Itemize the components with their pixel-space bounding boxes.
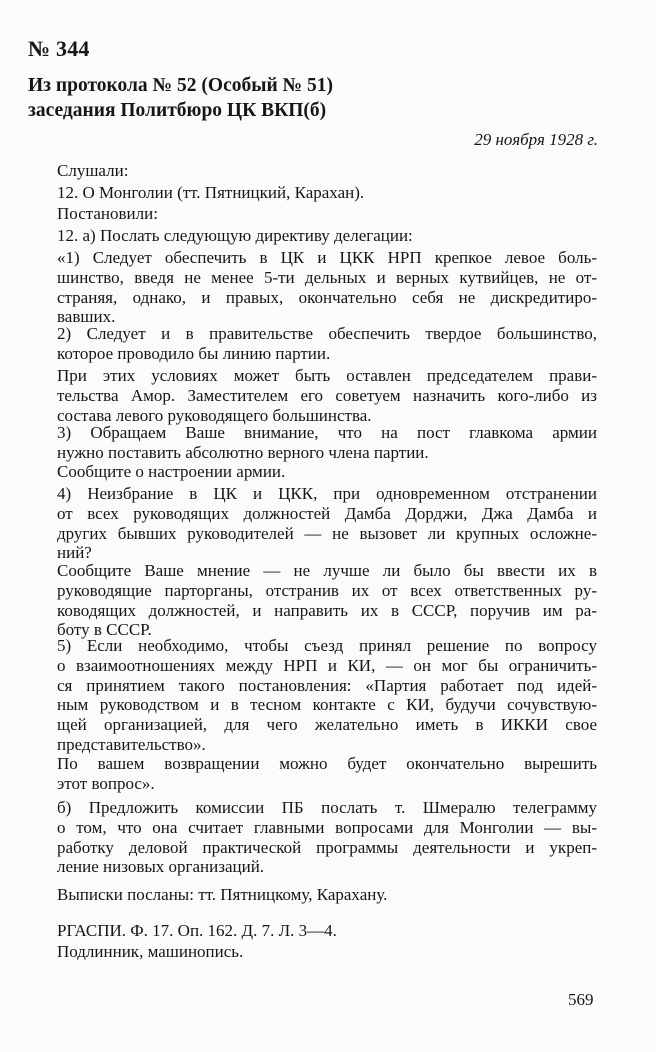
paragraph-line: о взаимоотношениях между НРП и КИ, — он мог бы ограничить- (57, 655, 597, 675)
page-number: 569 (568, 990, 594, 1009)
paragraph-line: Выписки посланы: тт. Пятницкому, Карахану. (57, 885, 388, 904)
paragraph-6 (57, 484, 597, 563)
paragraph-line: состава левого руководящего большинства. (57, 405, 372, 425)
archive-reference (57, 920, 337, 962)
agenda-item: 12. О Монголии (тт. Пятницкий, Карахан). (57, 182, 365, 202)
paragraph-line: вавших. (57, 307, 116, 327)
paragraph-line: страняя, однако, и правых, окончательно себя не дискредитиро- (57, 287, 597, 307)
paragraph-line: б) Предложить комиссии ПБ послать т. Шмералю телеграмму (57, 798, 597, 817)
paragraph-3 (57, 366, 597, 425)
title-line: заседания Политбюро ЦК ВКП(б) (28, 100, 327, 121)
paragraph-line: от всех руководящих должностей Дамба Дорджи, Джа Дамба и (57, 503, 597, 523)
decided-label: Постановили: (57, 204, 158, 223)
heard-label: Слушали: (57, 161, 129, 180)
archive-note-line: Подлинник, машинопись. (57, 942, 244, 961)
paragraph-line: работку деловой практической программы деятельности и укреп- (57, 837, 597, 857)
directive-line: 12. а) Послать следующую директиву делегации: (57, 225, 413, 245)
paragraph-8 (57, 636, 597, 755)
paragraph-5 (57, 462, 597, 482)
paragraph-line: Сообщите Ваше мнение — не лучше ли было бы ввести их в (57, 561, 597, 580)
title-line: Из протокола № 52 (Особый № 51) (28, 75, 334, 96)
paragraph-9 (57, 754, 597, 794)
paragraph-line: о том, что она считает главными вопросами для Монголии — вы- (57, 817, 597, 837)
paragraph-line: По вашем возвращении можно будет окончательно вырешить (57, 754, 597, 773)
paragraph-line: боту в СССР. (57, 620, 152, 640)
archive-ref-line: РГАСПИ. Ф. 17. Оп. 162. Д. 7. Л. 3—4. (57, 921, 337, 940)
paragraph-line: «1) Следует обеспечить в ЦК и ЦКК НРП крепкое левое боль- (57, 248, 597, 267)
paragraph-line: нужно поставить абсолютно верного члена партии. (57, 442, 429, 462)
paragraph-7 (57, 561, 597, 640)
paragraph-line: 5) Если необходимо, чтобы съезд принял решение по вопросу (57, 636, 597, 655)
paragraph-line: ся принятием такого постановления: «Партия работает под идей- (57, 675, 597, 695)
paragraph-line: которое проводило бы линию партии. (57, 343, 331, 363)
paragraph-1 (57, 248, 597, 327)
intro-block (57, 160, 597, 246)
paragraph-line: тельства Амор. Заместителем его советуем назначить кого-либо из (57, 385, 597, 405)
paragraph-line: ление низовых организаций. (57, 857, 265, 877)
paragraph-line: щей организацией, для чего желательно иметь в ИККИ свое (57, 715, 597, 735)
paragraph-line: Сообщите о настроении армии. (57, 462, 286, 481)
paragraph-4 (57, 423, 597, 463)
paragraph-10 (57, 798, 597, 877)
paragraph-line: ний? (57, 543, 92, 563)
paragraph-line: других бывших руководителей — не вызовет ли крупных осложне- (57, 523, 597, 543)
paragraph-line: 3) Обращаем Ваше внимание, что на пост главкома армии (57, 423, 597, 442)
paragraph-line: ководящих должностей, и направить их в СССР, поручив им ра- (57, 600, 597, 620)
paragraph-line: 4) Неизбрание в ЦК и ЦКК, при одновременном отстранении (57, 484, 597, 503)
document-title (28, 73, 628, 123)
paragraph-line: При этих условиях может быть оставлен председателем прави- (57, 366, 597, 385)
paragraph-11 (57, 885, 597, 905)
paragraph-2 (57, 324, 597, 364)
document-date: 29 ноября 1928 г. (474, 130, 598, 149)
document-number: № 344 (28, 36, 90, 61)
paragraph-line: этот вопрос». (57, 773, 155, 793)
paragraph-line: руководящие парторганы, отстранив их от всех ответственных ру- (57, 580, 597, 600)
paragraph-line: ным руководством и в тесном контакте с КИ, будучи сочувствую- (57, 695, 597, 715)
paragraph-line: представительство». (57, 734, 206, 754)
paragraph-line: шинство, введя не менее 5-ти дельных и верных кутвийцев, не от- (57, 267, 597, 287)
paragraph-line: 2) Следует и в правительстве обеспечить твердое большинство, (57, 324, 597, 343)
